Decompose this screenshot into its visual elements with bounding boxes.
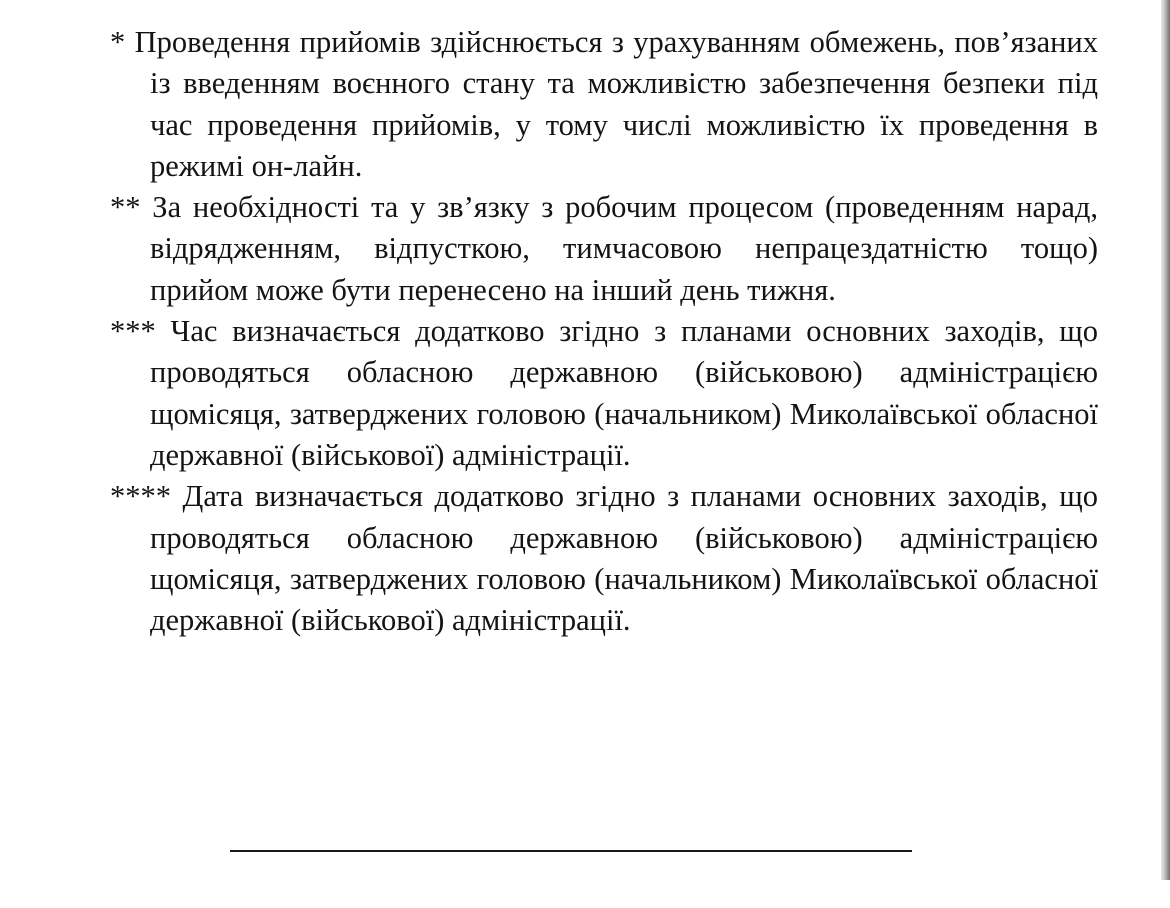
footnote-marker: ****	[110, 479, 171, 514]
footnote-1	[110, 22, 1098, 187]
footnote-3	[110, 311, 1098, 476]
footnote-4	[110, 476, 1098, 641]
end-rule-line	[230, 850, 912, 852]
footnote-marker: ***	[110, 314, 156, 349]
footnote-text: За необхідності та у зв’язку з робочим процесом (проведенням нарад, відрядженням, відпусткою, тимчасовою непрацездатністю тощо) прийом може бути перенесено на інший день тижня.	[150, 190, 1098, 307]
page-edge-shadow	[1161, 0, 1170, 880]
footnote-marker: *	[110, 25, 126, 59]
footnote-text: Час визначається додатково згідно з планами основних заходів, що проводяться обласною державною (військовою) адміністрацією щомісяця, затверджених головою (начальником) Миколаївської обласної державної (військової) адміністрації.	[150, 314, 1099, 472]
footnote-2	[110, 187, 1098, 311]
footnote-text: Проведення прийомів здійснюється з урахуванням обмежень, пов’язаних із введенням воєнного стану та можливістю забезпечення безпеки під час проведення прийомів, у тому числі можливістю їх проведення в режимі он-лайн.	[134, 25, 1098, 183]
footnotes-block	[110, 22, 1098, 641]
footnote-marker: **	[110, 190, 141, 225]
footnote-text: Дата визначається додатково згідно з планами основних заходів, що проводяться обласною державною (військовою) адміністрацією щомісяця, затверджених головою (начальником) Миколаївської обласної державної (військової) адміністрації.	[150, 479, 1098, 638]
